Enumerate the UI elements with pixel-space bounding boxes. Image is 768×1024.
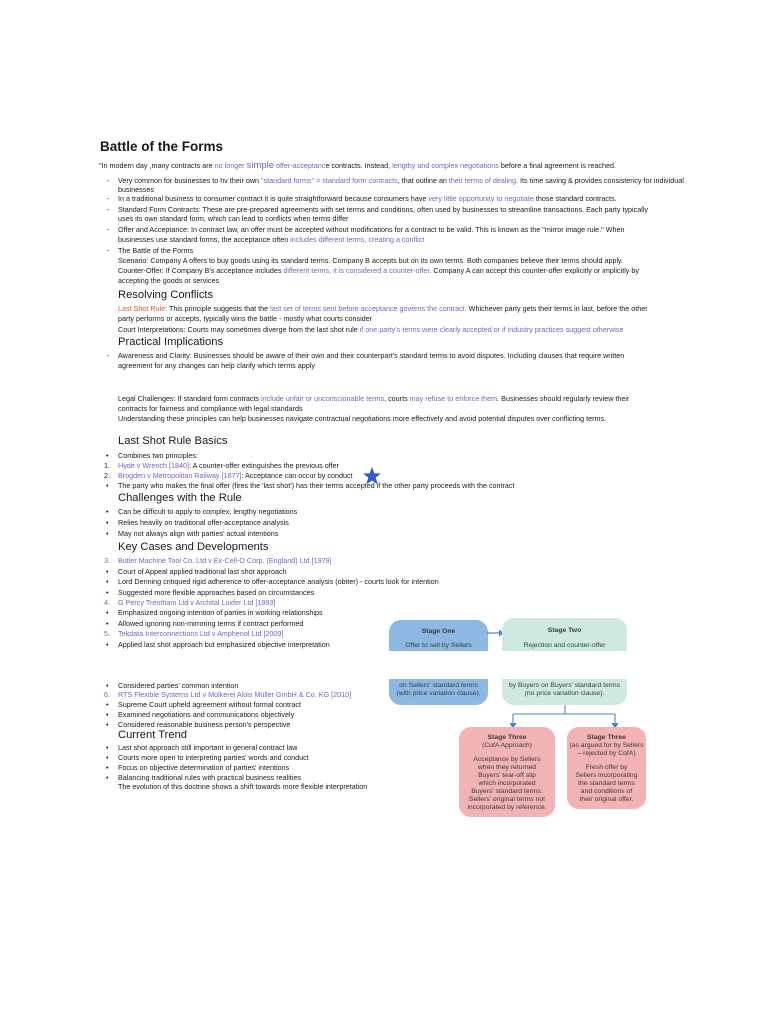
list-number: 4. — [104, 598, 110, 607]
list-item: The party who makes the final offer (fires the 'last shot') has their terms accepted if the other party proceeds with the contract — [118, 481, 515, 490]
list-item-cont: businesses — [118, 185, 154, 194]
stage-one-line: (with price variation clause). — [396, 690, 481, 697]
case-title: G Percy Trentham Ltd v Archital Luxfer Ltd [1993] — [118, 598, 276, 607]
stage-three-line: and conditions of — [580, 788, 633, 795]
stage-three-line: Sellers' original terms not — [468, 796, 546, 803]
dash-bullet: - — [107, 246, 110, 255]
stage-three-line: Fresh offer by — [585, 764, 628, 771]
stage-one-box-lower — [389, 679, 488, 705]
round-bullet: • — [106, 700, 109, 709]
stage-one-subtitle: Offer to sell by Sellers — [405, 642, 472, 649]
last-shot-rule-cont: party performs or accepts, typically wins the battle - mostly what courts consider — [118, 314, 373, 323]
list-item: Offer and Acceptance: In contract law, an offer must be accepted without modifications for a contract to be valid. This is known as the "mirror image rule." When — [118, 225, 625, 234]
stage-three-line: the standard terms — [578, 780, 635, 787]
scenario-line: Scenario: Company A offers to buy goods using its standard terms. Company B accepts but on its own terms. Both companies believe their terms should apply. — [118, 256, 624, 265]
stage-three-line: Sellers incorporating — [575, 772, 638, 779]
round-bullet: • — [106, 619, 109, 628]
round-bullet: • — [106, 720, 109, 729]
stage-three-line: Buyers' standard terms. — [471, 788, 543, 795]
list-item: Balancing traditional rules with practical business realities — [118, 773, 301, 782]
dash-bullet: - — [107, 176, 110, 185]
round-bullet: • — [106, 529, 109, 538]
round-bullet: • — [106, 577, 109, 586]
section-heading-trend: Current Trend — [118, 729, 188, 741]
dash-bullet: - — [107, 351, 110, 360]
list-item: In a traditional business to consumer contract it is quite straightforward because consumers have very little opportunity to negotiate those standard contracts. — [118, 194, 617, 203]
section-heading-keycases: Key Cases and Developments — [118, 541, 269, 553]
stage-two-subtitle: Rejection and counter-offer — [523, 642, 606, 649]
dash-bullet: - — [107, 225, 110, 234]
list-item: May not always align with parties' actual intentions — [118, 529, 279, 538]
awareness-line: Awareness and Clarity: Businesses should be aware of their own and their counterpart's standard terms to avoid disputes. Including clauses that require written — [118, 351, 625, 360]
stage-three-title: Stage Three — [487, 734, 527, 741]
stage-two-line: by Buyers on Buyers' standard terms — [508, 682, 621, 689]
round-bullet: • — [106, 507, 109, 516]
legal-challenges-line: Legal Challenges: If standard form contracts include unfair or unconscionable terms, courts may refuse to enforce them. Businesses should regularly review their — [118, 394, 630, 403]
round-bullet: • — [106, 608, 109, 617]
stage-two-line: (no price variation clause). — [524, 690, 605, 697]
court-interpretations-line: Court Interpretations: Courts may sometimes diverge from the last shot rule if one party's terms were clearly accepted or if industry practices suggest otherwise — [118, 325, 624, 334]
list-item: Lord Denning critiqued rigid adherence to offer-acceptance analysis (obiter) - courts look for intention — [118, 577, 439, 586]
list-item: Very common for businesses to hv their own "standard forms" = standard form contracts, that outline an their terms of dealing. Its time saving & provides consistency for individual — [118, 176, 684, 185]
list-item: Emphasized ongoing intention of parties in working relationships — [118, 608, 323, 617]
stage-three-subtitle: (CofA Approach) — [482, 742, 532, 749]
list-item: Allowed ignoring non-mirroring terms if contract performed — [118, 619, 304, 628]
list-item: Relies heavily on traditional offer-acceptance analysis — [118, 518, 289, 527]
stage-three-line: their original offer. — [579, 796, 634, 803]
round-bullet: • — [106, 743, 109, 752]
list-item: Combines two principles: — [118, 451, 198, 460]
stage-one-line: on Sellers' standard terms — [399, 682, 478, 689]
list-item-cont: uses its own standard form, which can lead to conflicts when terms differ — [118, 214, 349, 223]
list-item: Standard Form Contracts: These are pre-prepared agreements with set terms and conditions, often used by businesses to streamline transactions. Each party typically — [118, 205, 649, 214]
round-bullet: • — [106, 681, 109, 690]
stage-two-box — [502, 618, 627, 651]
list-item: Focus on objective determination of parties' intentions — [118, 763, 290, 772]
round-bullet: • — [106, 481, 109, 490]
stage-three-sellers-box — [567, 727, 646, 809]
list-item-cont: businesses use standard forms, the acceptance often includes different terms, creating a conflict — [118, 235, 425, 244]
list-item: Last shot approach still important in general contract law — [118, 743, 298, 752]
list-item: Considered reasonable business person's perspective — [118, 720, 291, 729]
case-title: Butler Machine Tool Co. Ltd v Ex-Cell-O Corp. (England) Ltd [1979] — [118, 556, 332, 565]
stage-three-cofa-box — [459, 727, 555, 817]
page-title: Battle of the Forms — [100, 139, 224, 154]
evolution-line: The evolution of this doctrine shows a shift towards more flexible interpretation — [118, 782, 368, 791]
round-bullet: • — [106, 753, 109, 762]
stage-three-line: incorporated by reference. — [467, 804, 547, 811]
list-item: Suggested more flexible approaches based on circumstances — [118, 588, 315, 597]
round-bullet: • — [106, 567, 109, 576]
list-item: Brogden v Metropolitan Railway [1877]: Acceptance can occur by conduct — [118, 471, 353, 480]
section-heading-resolving: Resolving Conflicts — [118, 289, 214, 301]
dash-bullet: - — [107, 194, 110, 203]
list-item: Can be difficult to apply to complex, lengthy negotiations — [118, 507, 298, 516]
counter-offer-cont: accepting the goods or services — [118, 276, 220, 285]
intro-line: "In modern day ,many contracts are no longer simple offer-acceptance contracts. Instead, lengthy and complex negotiations before a final agreement is reached. — [99, 160, 616, 171]
round-bullet: • — [106, 640, 109, 649]
case-title: RTS Flexible Systems Ltd v Molkerei Alois Müller GmbH & Co. KG [2010] — [118, 690, 352, 699]
understanding-line: Understanding these principles can help businesses navigate contractual negotiations more effectively and avoid potential disputes over conflicting terms. — [118, 414, 607, 423]
section-heading-challenges: Challenges with the Rule — [118, 492, 242, 504]
last-shot-rule-line: Last Shot Rule: This principle suggests that the last set of terms sent before acceptance governs the contract. Whichever party gets their terms in last, before the other — [118, 304, 648, 313]
round-bullet: • — [106, 451, 109, 460]
list-item: Applied last shot approach but emphasized objective interpretation — [118, 640, 330, 649]
section-heading-basics: Last Shot Rule Basics — [118, 435, 228, 447]
stage-three-subtitle: – rejected by CofA) — [577, 750, 636, 757]
stage-three-line: Acceptance by Sellers — [473, 756, 541, 763]
round-bullet: • — [106, 763, 109, 772]
stage-three-line: when they returned — [477, 764, 537, 771]
list-number: 1. — [104, 461, 110, 470]
stage-three-line: which incorporated — [478, 780, 536, 787]
list-item: Court of Appeal applied traditional last shot approach — [118, 567, 287, 576]
list-item: Supreme Court upheld agreement without formal contract — [118, 700, 301, 709]
stage-one-title: Stage One — [421, 628, 456, 635]
case-title: Tekdata Interconnections Ltd v Amphenol Ltd [2009] — [118, 629, 284, 638]
stage-two-title: Stage Two — [547, 627, 582, 634]
list-number: 6. — [104, 690, 110, 699]
dash-bullet: - — [107, 205, 110, 214]
list-item: Considered parties' common intention — [118, 681, 239, 690]
list-number: 5. — [104, 629, 110, 638]
round-bullet: • — [106, 710, 109, 719]
list-item: Hyde v Wrench [1840]: A counter-offer extinguishes the previous offer — [118, 461, 339, 470]
round-bullet: • — [106, 773, 109, 782]
legal-challenges-cont: contracts for fairness and compliance with legal standards — [118, 404, 303, 413]
list-number: 2. — [104, 471, 110, 480]
awareness-cont: agreement for any changes can help clarify which terms apply — [118, 361, 315, 370]
counter-offer-line: Counter-Offer: If Company B's acceptance includes different terms, it is considered a counter-offer. Company A can accept this counter-offer explicitly or implicitly by — [118, 266, 639, 275]
stage-two-box-lower — [502, 679, 627, 705]
list-number: 3. — [104, 556, 110, 565]
round-bullet: • — [106, 518, 109, 527]
list-item: Courts more open to interpreting parties' words and conduct — [118, 753, 309, 762]
stage-three-subtitle: (as argued for by Sellers — [569, 742, 644, 749]
stage-three-title: Stage Three — [587, 734, 626, 741]
list-item: Examined negotiations and communications objectively — [118, 710, 295, 719]
stage-three-line: Buyers' tear-off slip — [478, 772, 536, 779]
stage-one-box — [389, 620, 488, 651]
list-item: The Battle of the Forms — [118, 246, 194, 255]
round-bullet: • — [106, 588, 109, 597]
section-heading-practical: Practical Implications — [118, 336, 224, 348]
